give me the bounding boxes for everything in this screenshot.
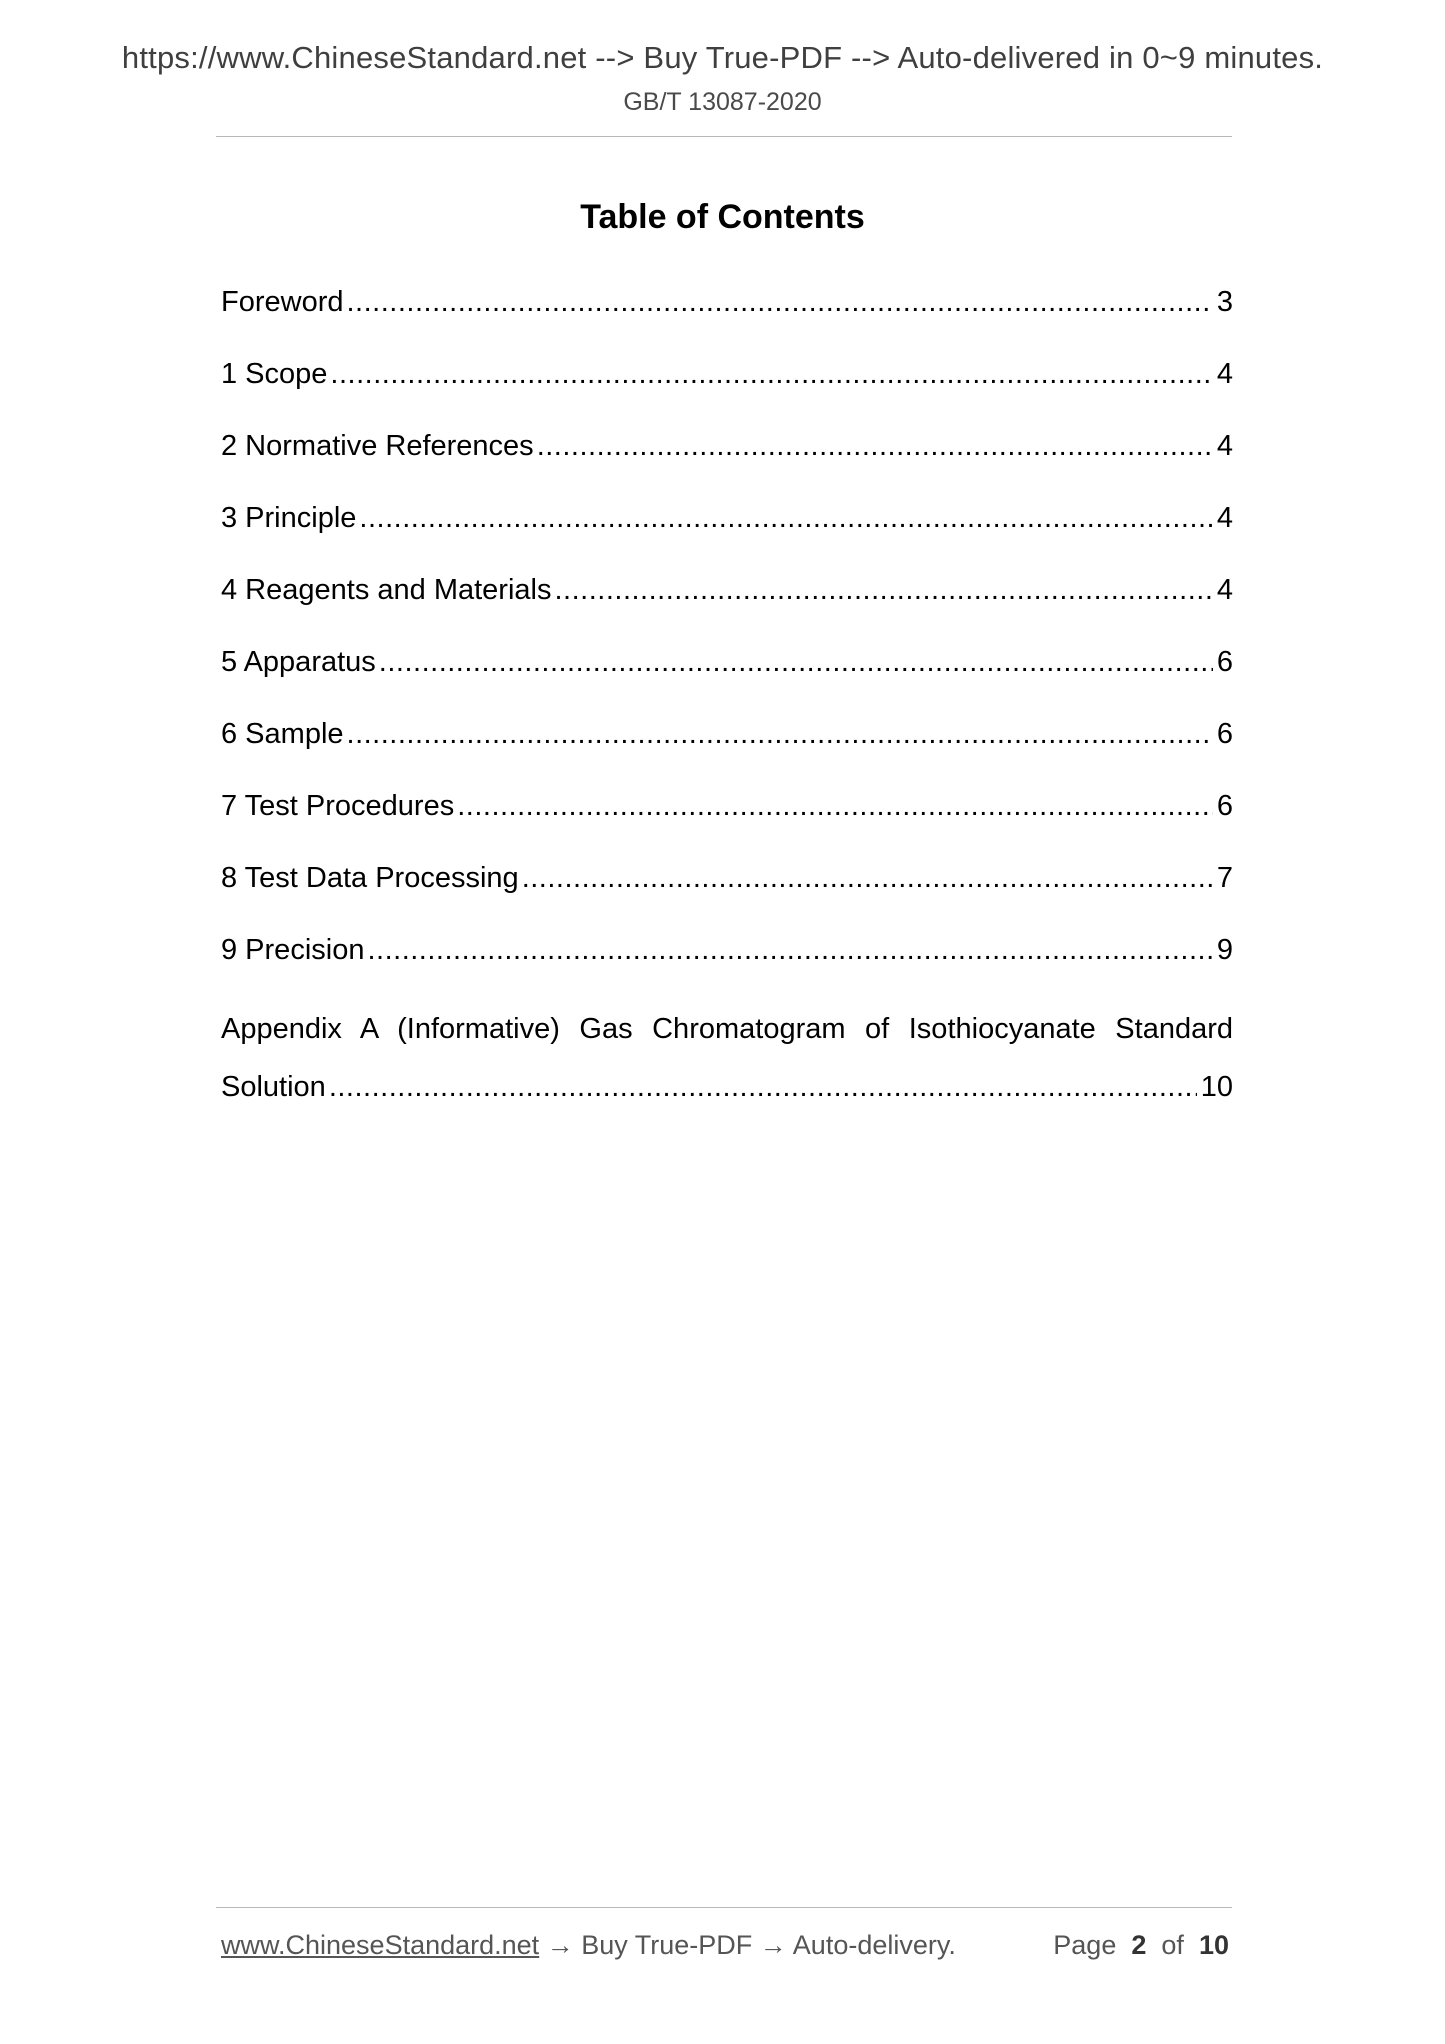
toc-entry-test-data-processing[interactable] xyxy=(221,856,1233,928)
toc-entry-label: 8 Test Data Processing xyxy=(221,862,519,894)
footer-delivery-text: Auto-delivery. xyxy=(792,1930,956,1960)
toc-leader-dots xyxy=(522,856,1213,900)
page-title: Table of Contents xyxy=(580,198,865,236)
toc-entry-page: 6 xyxy=(1216,790,1233,822)
toc-entry-label: 6 Sample xyxy=(221,718,344,750)
page-current: 2 xyxy=(1131,1930,1147,1960)
standard-code: GB/T 13087-2020 xyxy=(623,88,822,116)
toc-entry-label: Appendix A (Informative) Gas Chromatogram of Isothiocyanate Standard xyxy=(221,1013,1233,1045)
toc-entry-principle[interactable] xyxy=(221,496,1233,568)
footer-buy-text: Buy True-PDF xyxy=(581,1930,753,1960)
toc-entry-label: 4 Reagents and Materials xyxy=(221,574,552,606)
toc-entry-page: 3 xyxy=(1216,286,1233,318)
toc-leader-dots xyxy=(347,712,1213,756)
toc-entry-scope[interactable] xyxy=(221,352,1233,424)
toc-entry-page: 4 xyxy=(1216,574,1233,606)
toc-leader-dots xyxy=(329,1058,1197,1116)
toc-entry-label: 9 Precision xyxy=(221,934,365,966)
toc-entry-reagents[interactable] xyxy=(221,568,1233,640)
header-banner: https://www.ChineseStandard.net --> Buy True-PDF --> Auto-delivered in 0~9 minutes. xyxy=(121,40,1324,75)
toc-entry-label: Foreword xyxy=(221,286,344,318)
toc-entry-page: 6 xyxy=(1216,646,1233,678)
arrow-icon: → xyxy=(759,1930,787,1960)
of-word: of xyxy=(1161,1930,1184,1960)
toc-leader-dots xyxy=(554,568,1212,612)
toc-entry-foreword[interactable] xyxy=(221,280,1233,352)
toc-entry-page: 9 xyxy=(1216,934,1233,966)
toc-entry-label-continued: Solution xyxy=(221,1071,326,1103)
toc-entry-page: 7 xyxy=(1216,862,1233,894)
page-total: 10 xyxy=(1198,1930,1229,1960)
toc-leader-dots xyxy=(367,928,1212,972)
table-of-contents xyxy=(221,280,1233,1116)
toc-entry-label: 2 Normative References xyxy=(221,430,534,462)
site-link[interactable]: www.ChineseStandard.net xyxy=(221,1930,540,1960)
toc-leader-dots xyxy=(359,496,1212,540)
toc-entry-label: 5 Apparatus xyxy=(221,646,376,678)
toc-leader-dots xyxy=(347,280,1213,324)
page-word: Page xyxy=(1053,1930,1117,1960)
toc-leader-dots xyxy=(330,352,1212,396)
toc-entry-page: 6 xyxy=(1216,718,1233,750)
toc-entry-test-procedures[interactable] xyxy=(221,784,1233,856)
toc-leader-dots xyxy=(537,424,1213,468)
toc-entry-page: 4 xyxy=(1216,502,1233,534)
toc-entry-apparatus[interactable] xyxy=(221,640,1233,712)
toc-entry-label: 7 Test Procedures xyxy=(221,790,455,822)
header-divider xyxy=(216,136,1232,137)
toc-entry-label: 1 Scope xyxy=(221,358,328,390)
toc-leader-dots xyxy=(379,640,1213,684)
toc-leader-dots xyxy=(457,784,1213,828)
page-number xyxy=(1053,1930,1229,1961)
toc-entry-appendix-a[interactable] xyxy=(221,1000,1233,1116)
arrow-icon: → xyxy=(546,1930,574,1960)
toc-entry-page: 10 xyxy=(1200,1071,1233,1103)
footer-promo xyxy=(221,1930,956,1961)
toc-entry-precision[interactable] xyxy=(221,928,1233,1000)
toc-entry-sample[interactable] xyxy=(221,712,1233,784)
footer-divider xyxy=(216,1907,1232,1908)
toc-entry-label: 3 Principle xyxy=(221,502,357,534)
toc-entry-page: 4 xyxy=(1216,358,1233,390)
toc-entry-page: 4 xyxy=(1216,430,1233,462)
toc-entry-normative-references[interactable] xyxy=(221,424,1233,496)
